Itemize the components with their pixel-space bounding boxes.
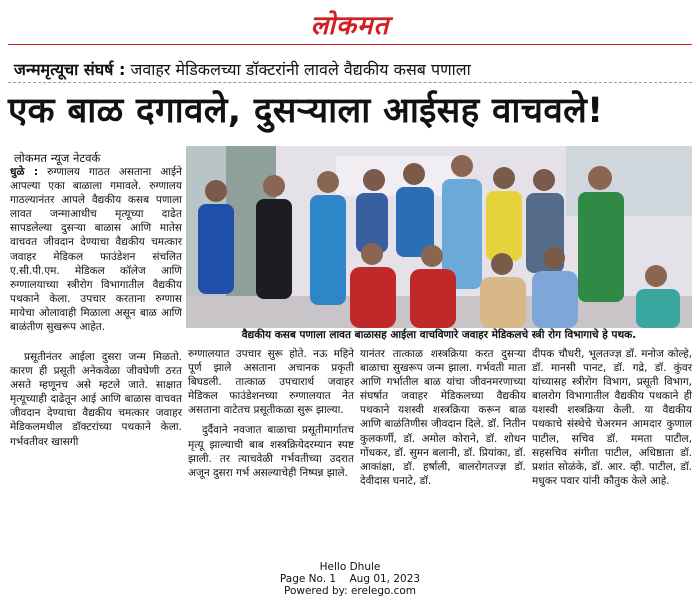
paragraph-1-text: रुग्णालय गाठत असताना आईने आपल्या एका बाळाला गमावले. रुग्णालय गाठल्यानंतर आपले वैद्यकीय कसब पणाला लावत जन्माआधीच मृत्यूच्या दाढेत सापडलेल्या दुसऱ्या बाळास आणि मातेस वाचवत जीवदान देण्याचा वैद्यकीय चमत्कार जवाहर मेडिकल फाउंडेशन संचलित ए.सी.पी.एम. मेडिकल कॉलेज आणि रुग्णालयाच्या स्त्रीरोग विभागातील वैद्यकीय पथकाने केला. उपचार करताना रुग्णास मायेचा ओलावाही मिळाला असून बाळ आणि बाळंतीण सुखरूप आहेत. (10, 166, 183, 334)
byline: लोकमत न्यूज नेटवर्क (14, 151, 101, 165)
footer-date: Aug 01, 2023 (349, 573, 421, 585)
photo-caption: वैद्यकीय कसब पणाला लावत बाळासह आईला वाचविणारे जवाहर मेडिकलचे स्त्री रोग विभागाचे हे पथक. (186, 328, 692, 342)
kicker-text (14, 60, 471, 80)
footer-page-date (0, 573, 700, 585)
dateline: धुळे : (10, 166, 39, 178)
footer-page: Page No. 1 (279, 573, 337, 585)
group-photo-icon (186, 146, 692, 328)
article-column-3 (360, 347, 526, 488)
masthead (0, 0, 700, 46)
headline: एक बाळ दगावले, दुसऱ्याला आईसह वाचवले! (8, 91, 604, 131)
article-paragraph-4: दुर्दैवाने नवजात बाळाचा प्रसूतीमार्गातच मृत्यू झाल्याची बाब शस्त्रक्रियेदरम्यान स्पष्ट झाली. तर त्याचवेळी गर्भवतीच्या उदरात अजून दुसरा गर्भ असल्याचेही निष्पन्न झाले. (188, 424, 354, 479)
kicker (8, 60, 692, 83)
masthead-rule (8, 44, 692, 45)
article-paragraph-6: दीपक चौधरी, भूलतज्ज्ञ डॉ. मनोज कोल्हे, डॉ. मानसी पानट, डॉ. गद्रे, डॉ. कुंवर यांच्यासह स्त्रीरोग विभाग, प्रसूती विभाग, बालरोग विभागातील वैद्यकीय पथकाने ही यशस्वी शस्त्रक्रिया केली. या वैद्यकीय पथकाचे संस्थेचे चेअरमन आमदार कुणाल पाटील, सचिव डॉ. ममता पाटील, सहसचिव संगीता पाटील, अधिष्ठाता डॉ. प्रशांत सोळंके, डॉ. आर. व्ही. पाटील, डॉ. मधुकर पवार यांनी कौतुक केले आहे. (532, 348, 692, 487)
footer-powered[interactable]: Powered by: erelego.com (283, 585, 417, 597)
article-column-1-bottom (10, 344, 182, 449)
footer-edition: Hello Dhule (319, 561, 381, 573)
lokmat-logo: लोकमत (310, 11, 390, 41)
article-paragraph-3: रुग्णालयात उपचार सुरू होते. नऊ महिने पूर्ण झाले असताना अचानक प्रकृती बिघडली. तात्काळ उपचारार्थ जवाहर मेडिकल फाउंडेशनच्या रुग्णालयात नेत असताना वाटेतच प्रसूतीकळा सुरू झाल्या. (188, 348, 354, 417)
kicker-prefix: जन्ममृत्यूचा संघर्ष : (14, 60, 126, 79)
article-column-2 (188, 347, 354, 480)
article-paragraph-5: यानंतर तात्काळ शस्त्रक्रिया करत दुसऱ्या बाळाचा सुखरूप जन्म झाला. गर्भवती माता आणि गर्भातील बाळ यांचा जीवनमरणाच्या संघर्षात जवाहर मेडिकलच्या वैद्यकीय पथकाने यशस्वी शस्त्रक्रिया करून बाळ आणि बाळंतिणीस जीवदान दिले. डॉ. नितीन कुलकर्णी, डॉ. अमोल कोराने, डॉ. शोधन गोंधकर, डॉ. सुमन बलानी, डॉ. प्रियांका, डॉ. आकांक्षा, डॉ. हर्षाली, बालरोगतज्ज्ञ डॉ. देवीदास घनाटे, डॉ. (360, 348, 526, 487)
article-paragraph-1 (10, 165, 182, 334)
article-paragraph-2: प्रसूतीनंतर आईला दुसरा जन्म मिळतो. कारण ही प्रसूती अनेकवेळा जीवघेणी ठरत असते म्हणूनच असे म्हटले जाते. साक्षात मृत्यूच्याही दाढेतून आई आणि बाळास वाचवत जीवदान देण्याचा वैद्यकीय चमत्कार जवाहर मेडिकलमधील डॉक्टरांच्या पथकाने केला. गर्भवतीवर खासगी (10, 351, 182, 448)
kicker-body: जवाहर मेडिकलच्या डॉक्टरांनी लावले वैद्यकीय कसब पणाला (125, 60, 471, 79)
page-footer (0, 561, 700, 597)
article-column-1-top (10, 165, 182, 334)
article-column-4 (532, 347, 692, 488)
